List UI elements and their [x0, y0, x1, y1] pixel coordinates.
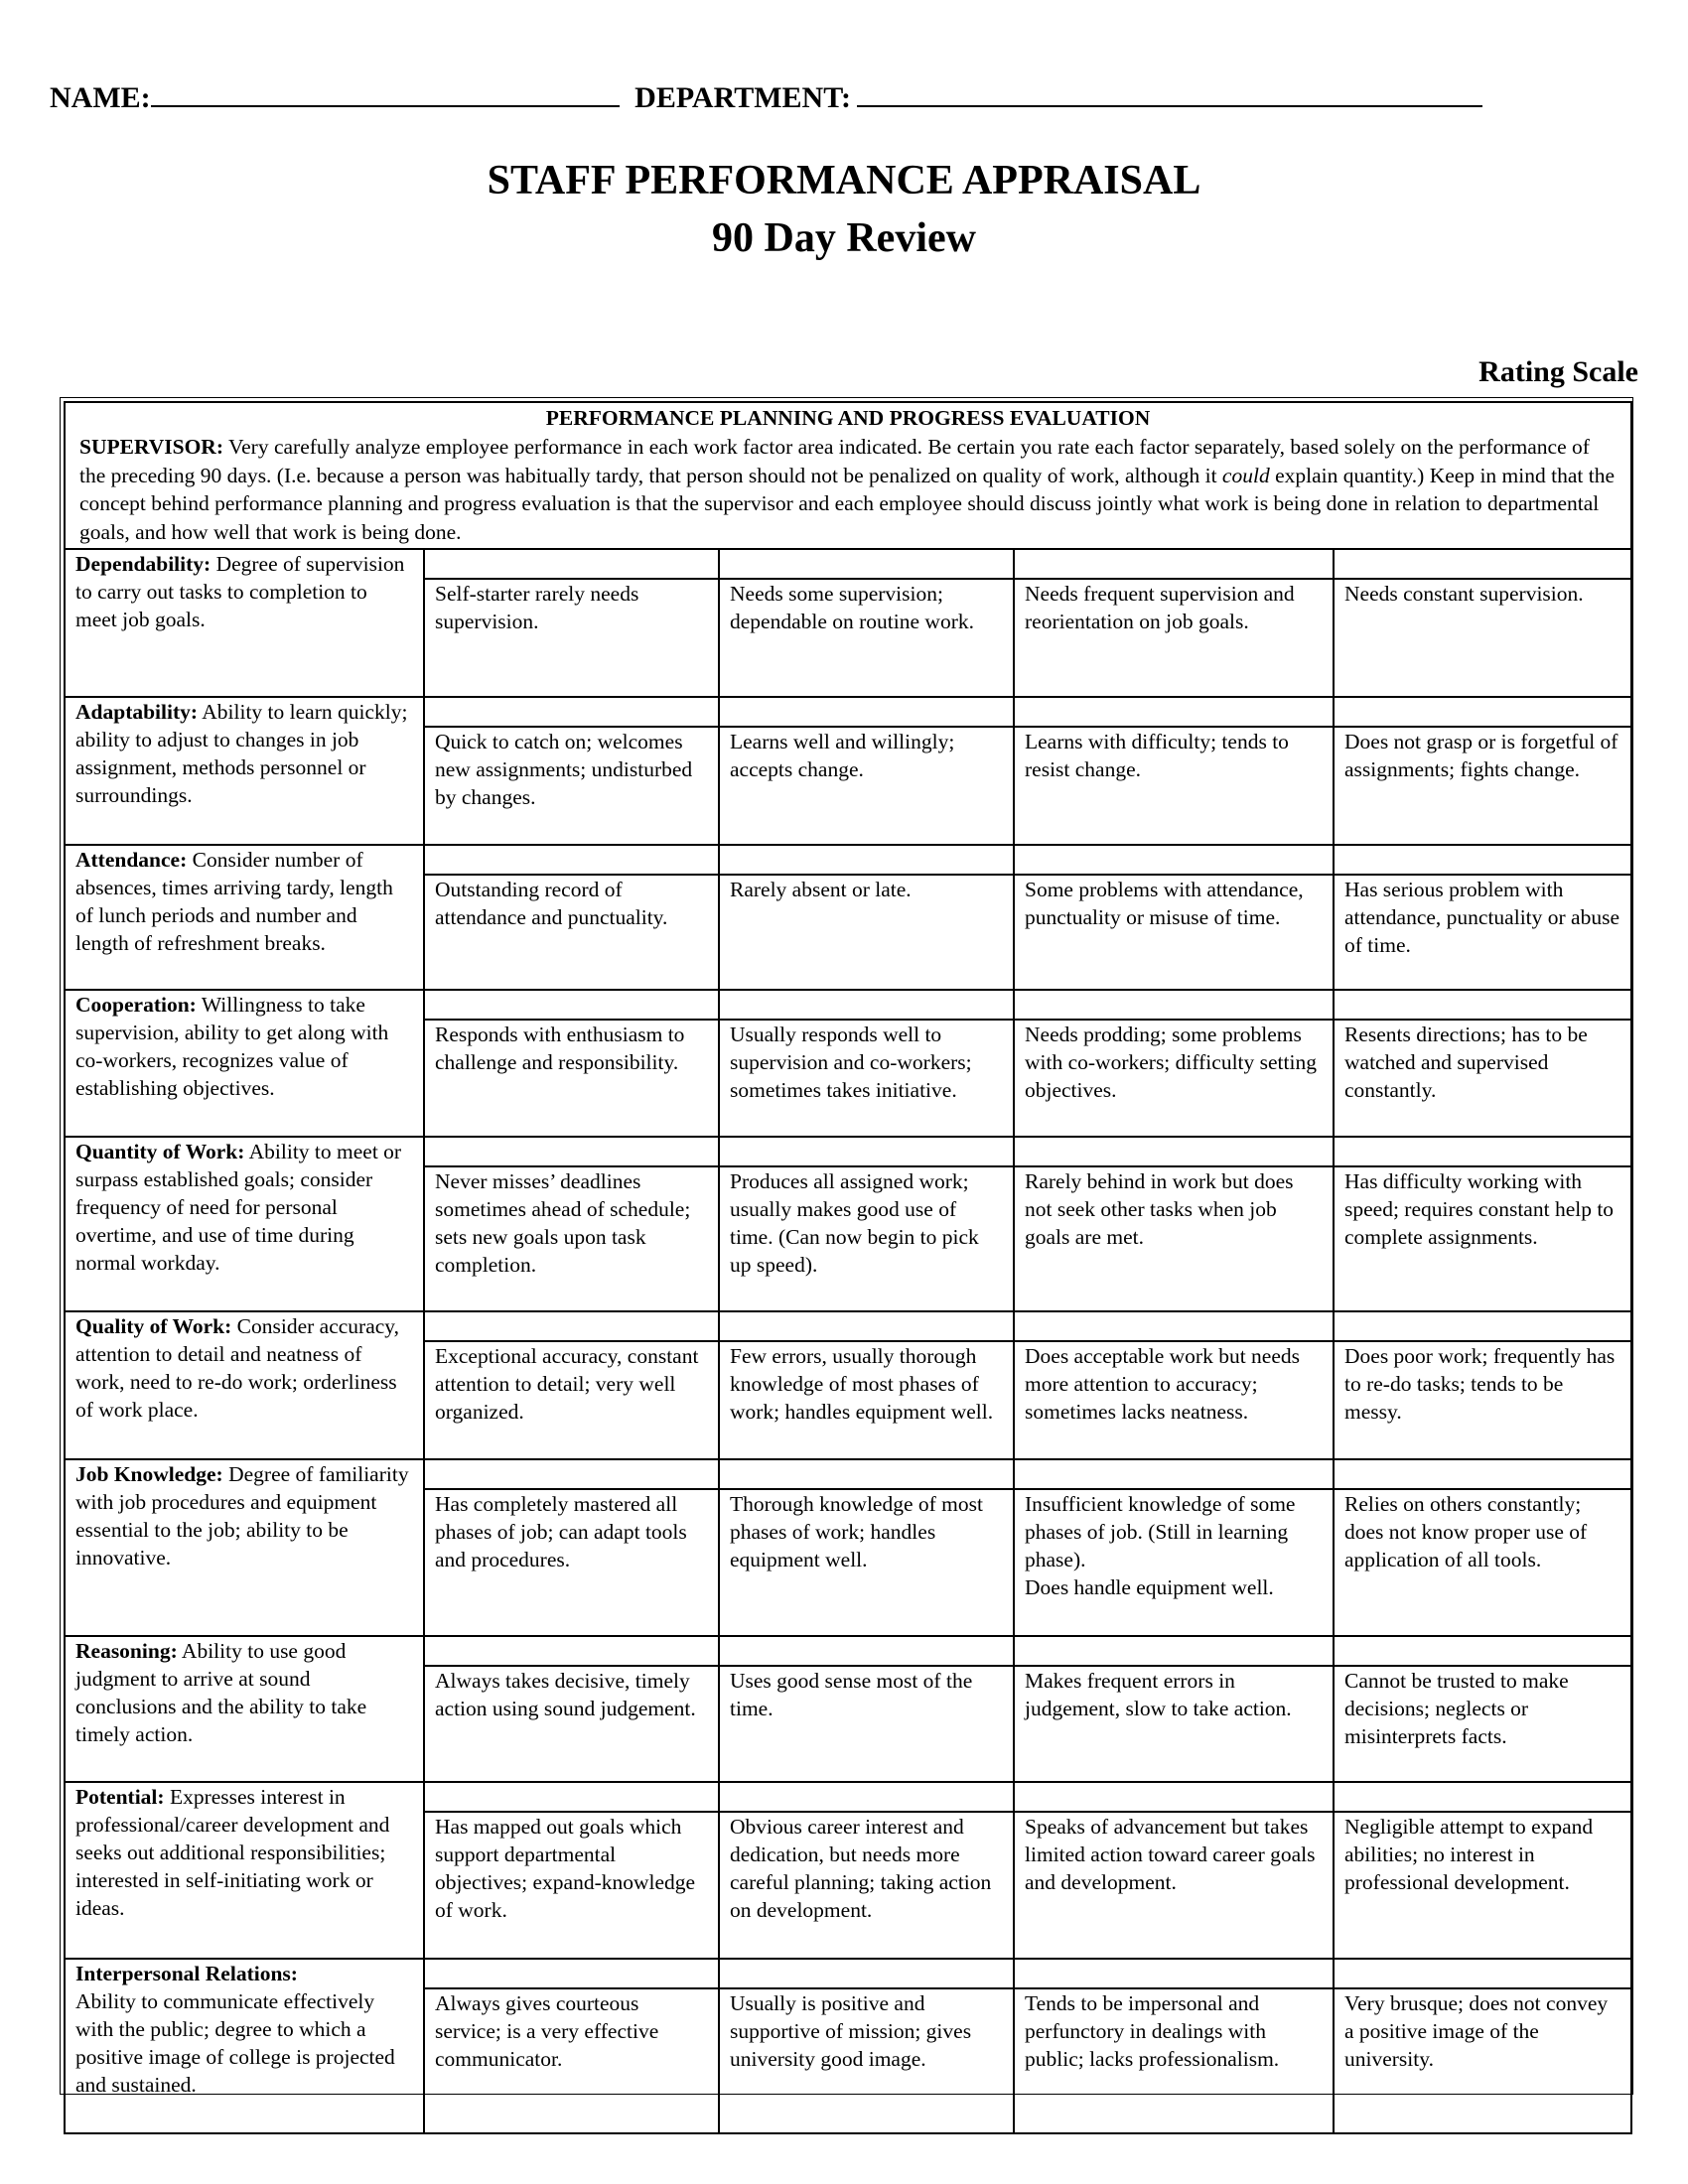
rating-checkbox[interactable] — [424, 1959, 719, 1988]
department-label: DEPARTMENT: — [634, 81, 851, 114]
factor-name: Cooperation: — [75, 993, 197, 1018]
intro-row — [65, 402, 1631, 549]
factor-description: Expresses interest in professional/career development and seeks out additional responsibilities; interested in self-initiating work or ideas. — [75, 1785, 390, 1921]
rating-description: Rarely behind in work but does not seek other tasks when job goals are met. — [1014, 1166, 1334, 1311]
rating-description: Rarely absent or late. — [719, 875, 1014, 990]
rating-description: Does poor work; frequently has to re-do tasks; tends to be messy. — [1334, 1341, 1631, 1459]
rating-checkbox[interactable] — [424, 697, 719, 727]
factor-name: Reasoning: — [75, 1639, 178, 1664]
rating-checkbox[interactable] — [719, 1137, 1014, 1166]
rating-description: Always gives courteous service; is a very effective communicator. — [424, 1988, 719, 2133]
rating-checkbox[interactable] — [424, 1636, 719, 1666]
factor-cell — [65, 1459, 424, 1636]
rating-description: Very brusque; does not convey a positive image of the university. — [1334, 1988, 1631, 2133]
rating-description: Does not grasp or is forgetful of assignments; fights change. — [1334, 727, 1631, 845]
factor-description: Willingness to take supervision, ability to get along with co-workers, recognizes value of establishing objectives. — [75, 993, 389, 1101]
appraisal-frame — [60, 397, 1633, 2098]
rating-description: Produces all assigned work; usually makes good use of time. (Can now begin to pick up speed). — [719, 1166, 1014, 1311]
rating-description: Makes frequent errors in judgement, slow to take action. — [1014, 1666, 1334, 1782]
rating-checkbox[interactable] — [1334, 990, 1631, 1020]
factor-description: Consider accuracy, attention to detail and neatness of work, need to re-do work; orderliness of work place. — [75, 1314, 400, 1423]
rating-description: Has difficulty working with speed; requires constant help to complete assignments. — [1334, 1166, 1631, 1311]
rating-description: Relies on others constantly; does not know proper use of application of all tools. — [1334, 1489, 1631, 1636]
header-line — [50, 79, 1519, 115]
rating-checkbox[interactable] — [1334, 1959, 1631, 1988]
rating-description: Few errors, usually thorough knowledge of most phases of work; handles equipment well. — [719, 1341, 1014, 1459]
rating-checkbox[interactable] — [1334, 1636, 1631, 1666]
rating-checkbox[interactable] — [1334, 1311, 1631, 1341]
intro-heading: PERFORMANCE PLANNING AND PROGRESS EVALUATION — [545, 406, 1151, 430]
factor-description: Ability to learn quickly; ability to adjust to changes in job assignment, methods personnel or surroundings. — [75, 700, 408, 808]
rating-description: Responds with enthusiasm to challenge and responsibility. — [424, 1020, 719, 1137]
factor-name: Adaptability: — [75, 700, 199, 725]
supervisor-label: SUPERVISOR: — [79, 434, 223, 459]
rating-description: Does acceptable work but needs more attention to accuracy; sometimes lacks neatness. — [1014, 1341, 1334, 1459]
factor-cell — [65, 1959, 424, 2133]
rating-description: Needs some supervision; dependable on routine work. — [719, 579, 1014, 697]
rating-description: Needs frequent supervision and reorientation on job goals. — [1014, 579, 1334, 697]
appraisal-table-body — [65, 402, 1631, 2133]
intro-text-part1: Very carefully analyze employee performance in each work factor area indicated. Be certain you rate each factor separately, based solely on the performance of the preceding 90 days. (I.e. because a person was habitually tardy, that person should not be penalized on quality of work, although it — [79, 434, 1590, 487]
factor-name: Job Knowledge: — [75, 1462, 223, 1487]
factor-name: Quality of Work: — [75, 1314, 232, 1339]
rating-checkbox[interactable] — [1014, 990, 1334, 1020]
rating-checkbox[interactable] — [424, 549, 719, 579]
rating-description: Always takes decisive, timely action using sound judgement. — [424, 1666, 719, 1782]
rating-checkbox[interactable] — [1014, 1459, 1334, 1489]
rating-checkbox[interactable] — [1014, 1137, 1334, 1166]
rating-checkbox[interactable] — [719, 1459, 1014, 1489]
rating-checkbox[interactable] — [1334, 1782, 1631, 1812]
rating-description: Uses good sense most of the time. — [719, 1666, 1014, 1782]
rating-checkbox[interactable] — [424, 1459, 719, 1489]
factor-row — [65, 697, 1631, 727]
rating-description: Quick to catch on; welcomes new assignments; undisturbed by changes. — [424, 727, 719, 845]
factor-row — [65, 1959, 1631, 1988]
intro-cell — [65, 402, 1631, 549]
factor-row — [65, 845, 1631, 875]
intro-text-italic: could — [1221, 463, 1270, 487]
rating-checkbox[interactable] — [719, 697, 1014, 727]
rating-checkbox[interactable] — [719, 1782, 1014, 1812]
page-title: STAFF PERFORMANCE APPRAISAL — [487, 158, 1201, 204]
rating-checkbox[interactable] — [1334, 549, 1631, 579]
factor-row — [65, 1636, 1631, 1666]
factor-cell — [65, 990, 424, 1137]
rating-description: Exceptional accuracy, constant attention to detail; very well organized. — [424, 1341, 719, 1459]
factor-name: Potential: — [75, 1785, 165, 1810]
rating-description: Negligible attempt to expand abilities; no interest in professional development. — [1334, 1812, 1631, 1959]
rating-description: Thorough knowledge of most phases of work; handles equipment well. — [719, 1489, 1014, 1636]
rating-checkbox[interactable] — [1014, 1959, 1334, 1988]
department-field[interactable] — [857, 79, 1482, 107]
intro-text-part2: explain quantity.) Keep in mind that the concept behind performance planning and progress evaluation is that the supervisor and each employee should discuss jointly what work is being done in relation to departmental goals, and how well that work is being done. — [79, 463, 1615, 544]
page-subtitle: 90 Day Review — [712, 215, 976, 261]
rating-checkbox[interactable] — [1014, 845, 1334, 875]
rating-checkbox[interactable] — [424, 1311, 719, 1341]
rating-checkbox[interactable] — [1014, 1636, 1334, 1666]
rating-description: Resents directions; has to be watched and supervised constantly. — [1334, 1020, 1631, 1137]
factor-row — [65, 1311, 1631, 1341]
rating-checkbox[interactable] — [424, 1137, 719, 1166]
rating-checkbox[interactable] — [719, 1311, 1014, 1341]
rating-description: Has serious problem with attendance, punctuality or abuse of time. — [1334, 875, 1631, 990]
rating-checkbox[interactable] — [424, 845, 719, 875]
rating-checkbox[interactable] — [1014, 1782, 1334, 1812]
rating-description: Obvious career interest and dedication, but needs more careful planning; taking action on development. — [719, 1812, 1014, 1959]
factor-row — [65, 549, 1631, 579]
rating-checkbox[interactable] — [1334, 697, 1631, 727]
rating-description: Needs constant supervision. — [1334, 579, 1631, 697]
rating-checkbox[interactable] — [719, 990, 1014, 1020]
rating-checkbox[interactable] — [1334, 1459, 1631, 1489]
rating-description: Speaks of advancement but takes limited action toward career goals and development. — [1014, 1812, 1334, 1959]
rating-checkbox[interactable] — [1334, 1137, 1631, 1166]
rating-checkbox[interactable] — [719, 1959, 1014, 1988]
rating-description: Outstanding record of attendance and punctuality. — [424, 875, 719, 990]
factor-name: Dependability: — [75, 552, 211, 577]
factor-description: Ability to communicate effectively with the public; degree to which a positive image of college is projected and sustained. — [75, 1989, 395, 2098]
appraisal-table — [64, 401, 1632, 2134]
factor-cell — [65, 1636, 424, 1782]
rating-checkbox[interactable] — [1014, 1311, 1334, 1341]
rating-checkbox[interactable] — [719, 549, 1014, 579]
factor-cell — [65, 1137, 424, 1311]
rating-checkbox[interactable] — [719, 1636, 1014, 1666]
factor-description: Consider number of absences, times arriving tardy, length of lunch periods and number and length of refreshment breaks. — [75, 848, 393, 956]
factor-cell — [65, 845, 424, 990]
factor-cell — [65, 1311, 424, 1459]
rating-description: Cannot be trusted to make decisions; neglects or misinterprets facts. — [1334, 1666, 1631, 1782]
factor-row — [65, 1459, 1631, 1489]
name-field[interactable] — [151, 79, 620, 107]
rating-description: Has mapped out goals which support departmental objectives; expand-knowledge of work. — [424, 1812, 719, 1959]
factor-row — [65, 1782, 1631, 1812]
rating-description: Has completely mastered all phases of job; can adapt tools and procedures. — [424, 1489, 719, 1636]
factor-description: Ability to meet or surpass established goals; consider frequency of need for personal overtime, and use of time during normal workday. — [75, 1140, 402, 1276]
factor-name: Quantity of Work: — [75, 1140, 245, 1164]
rating-description: Usually is positive and supportive of mission; gives university good image. — [719, 1988, 1014, 2133]
rating-description: Tends to be impersonal and perfunctory in dealings with public; lacks professionalism. — [1014, 1988, 1334, 2133]
factor-description: Ability to use good judgment to arrive at sound conclusions and the ability to take timely action. — [75, 1639, 367, 1747]
rating-checkbox[interactable] — [424, 990, 719, 1020]
rating-description: Insufficient knowledge of some phases of job. (Still in learning phase). Does handle equipment well. — [1014, 1489, 1334, 1636]
factor-name: Interpersonal Relations: — [75, 1962, 298, 1986]
factor-row — [65, 990, 1631, 1020]
rating-checkbox[interactable] — [1014, 697, 1334, 727]
factor-cell — [65, 1782, 424, 1959]
factor-row — [65, 1137, 1631, 1166]
rating-description: Never misses’ deadlines sometimes ahead of schedule; sets new goals upon task completion. — [424, 1166, 719, 1311]
factor-description: Degree of supervision to carry out tasks to completion to meet job goals. — [75, 552, 405, 632]
factor-cell — [65, 549, 424, 697]
rating-description: Needs prodding; some problems with co-workers; difficulty setting objectives. — [1014, 1020, 1334, 1137]
rating-checkbox[interactable] — [424, 1782, 719, 1812]
intro-text — [79, 433, 1617, 546]
name-label: NAME: — [50, 81, 151, 114]
rating-checkbox[interactable] — [1014, 549, 1334, 579]
rating-description: Self-starter rarely needs supervision. — [424, 579, 719, 697]
factor-cell — [65, 697, 424, 845]
factor-name: Attendance: — [75, 848, 188, 873]
rating-checkbox[interactable] — [1334, 845, 1631, 875]
factor-description: Degree of familiarity with job procedures and equipment essential to the job; ability to be innovative. — [75, 1462, 409, 1570]
rating-description: Some problems with attendance, punctuality or misuse of time. — [1014, 875, 1334, 990]
rating-scale-label: Rating Scale — [1478, 355, 1638, 388]
rating-checkbox[interactable] — [719, 845, 1014, 875]
rating-description: Learns well and willingly; accepts change. — [719, 727, 1014, 845]
rating-description: Usually responds well to supervision and co-workers; sometimes takes initiative. — [719, 1020, 1014, 1137]
rating-description: Learns with difficulty; tends to resist change. — [1014, 727, 1334, 845]
